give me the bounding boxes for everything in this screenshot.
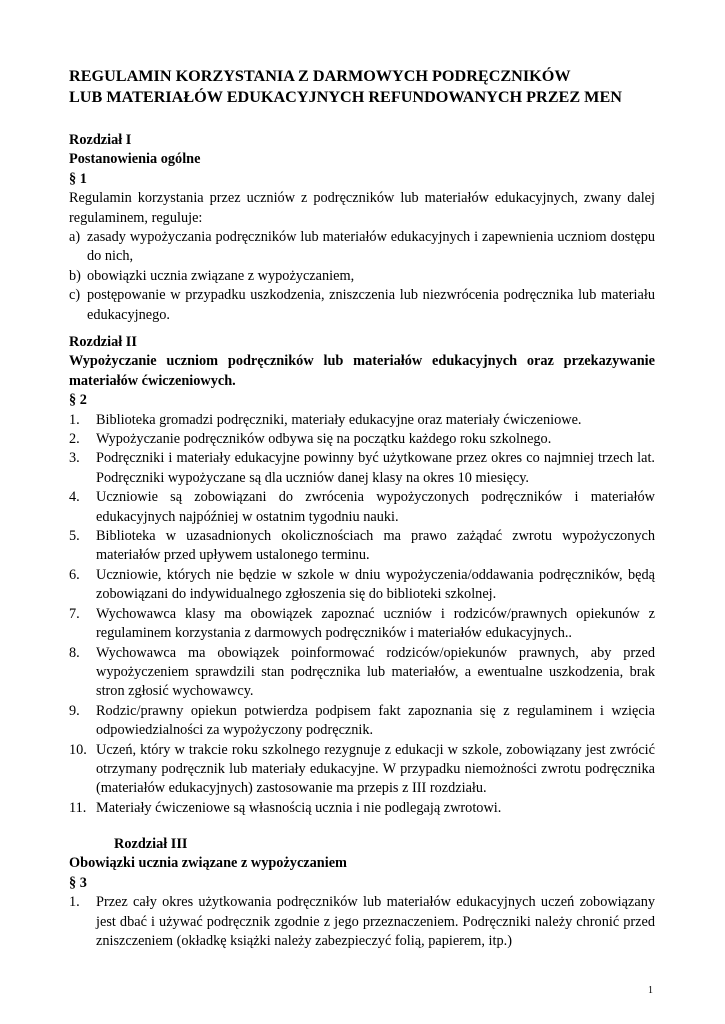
list-marker: 1. [69,894,80,911]
chapter-heading: Rozdział II [69,334,137,350]
list-item-text: Uczniowie są zobowiązani do zwrócenia wypożyczonych podręczników i materiałów edukacyjnych najpóźniej w ostatnim tygodniu nauki. [96,489,655,525]
list-item-text: Uczeń, który w trakcie roku szkolnego rezygnuje z edukacji w szkole, zobowiązany jest zwrócić otrzymany podręcznik lub materiały edukacyjne. W przypadku niemożności zwrotu podręcznika (materiałów edukacyjnych) zastosowanie ma przepis z III rozdziału. [96,741,655,797]
list-marker: 4. [69,489,80,506]
paragraph-mark: § 2 [69,392,87,409]
list-item-text: zasady wypożyczania podręczników lub materiałów edukacyjnych i zapewnienia uczniom dostępu do nich, [87,229,655,265]
list-item [69,893,655,951]
list-item [69,566,655,605]
title-line: LUB MATERIAŁÓW EDUKACYJNYCH REFUNDOWANYCH PRZEZ MEN [69,88,622,106]
list-item-text: Przez cały okres użytkowania podręczników lub materiałów edukacyjnych uczeń zobowiązany jest dbać i używać podręcznik zgodnie z jego przeznaczeniem. Podręczniki należy chronić przed zniszczeniem (okładkę książki należy zabezpieczyć folią, papierem, itp.) [96,894,655,950]
list-marker: 11. [69,799,87,816]
title-line: REGULAMIN KORZYSTANIA Z DARMOWYCH PODRĘCZNIKÓW [69,67,571,85]
chapter-subheading: Wypożyczanie uczniom podręczników lub materiałów edukacyjnych oraz przekazywanie materiałów ćwiczeniowych. [69,353,655,389]
list-item-text: Wychowawca klasy ma obowiązek zapoznać uczniów i rodziców/prawnych opiekunów z regulaminem korzystania z darmowych podręczników i materiałów edukacyjnych.. [96,605,655,642]
list-item-text: Wychowawca ma obowiązek poinformować rodziców/opiekunów prawnych, aby przed wypożyczeniem sprawdzili stan podręcznika lub materiałów, a ewentualne uszkodzenia, brak stron zgłosić wychowawcy. [96,644,655,700]
list-marker: c) [69,287,81,304]
chapter-heading: Rozdział I [69,132,132,148]
list-marker: 5. [69,528,80,545]
list-item [69,430,655,449]
list-item [69,741,655,799]
chapter-subheading: Postanowienia ogólne [69,151,201,168]
list-item [69,286,655,325]
list-item-text: postępowanie w przypadku uszkodzenia, zniszczenia lub niezwrócenia podręcznika lub materiału edukacyjnego. [87,287,655,323]
chapter-heading: Rozdział III [114,836,188,852]
list-marker: a) [69,229,81,246]
list-marker: 2. [69,431,80,448]
list-item-text: Biblioteka w uzasadnionych okolicznościach ma prawo zażądać zwrotu wypożyczonych materiałów przed upływem ustalonego terminu. [96,528,655,564]
intro-text: Regulamin korzystania przez uczniów z podręczników lub materiałów edukacyjnych, zwany dalej regulaminem, reguluje: [69,190,655,226]
list-item [69,702,655,741]
list-item [69,267,655,286]
list-marker: 7. [69,605,80,622]
list-item [69,799,655,818]
list-item-text: Wypożyczanie podręczników odbywa się na początku każdego roku szkolnego. [96,431,552,448]
list-item [69,605,655,644]
list-marker: 8. [69,644,80,661]
chapter-subheading: Obowiązki ucznia związane z wypożyczaniem [69,855,347,872]
list-item [69,228,655,267]
paragraph-mark: § 3 [69,874,87,891]
list-item [69,411,655,430]
chapter-1 [69,131,655,325]
list-item [69,449,655,488]
list-marker: 9. [69,702,80,719]
paragraph-mark: § 1 [69,170,87,187]
list-item-text: Rodzic/prawny opiekun potwierdza podpisem fakt zapoznania się z regulaminem i wzięcia odpowiedzialności za wypożyczony podręcznik. [96,702,655,739]
list-item [69,644,655,702]
chapter-3 [69,835,655,951]
list-marker: 6. [69,566,80,583]
document-title [69,66,669,108]
chapter-2 [69,333,655,818]
list-item-text: Biblioteka gromadzi podręczniki, materiały edukacyjne oraz materiały ćwiczeniowe. [96,411,582,428]
list-marker: 3. [69,450,80,467]
list-item-text: obowiązki ucznia związane z wypożyczaniem, [87,267,355,284]
list-item [69,527,655,566]
list-item-text: Podręczniki i materiały edukacyjne powinny być użytkowane przez okres co najmniej trzech lat. Podręczniki wypożyczane są dla uczniów danej klasy na okres 10 miesięcy. [96,450,655,486]
list-item-text: Uczniowie, których nie będzie w szkole w dniu wypożyczenia/oddawania podręczników, będą zobowiązani do indywidualnego zgłoszenia się do biblioteki szkolnej. [96,566,655,603]
page-number: 1 [648,985,653,996]
list-marker: b) [69,267,81,284]
list-marker: 1. [69,411,80,428]
list-item-text: Materiały ćwiczeniowe są własnością ucznia i nie podlegają zwrotowi. [96,799,502,816]
list-marker: 10. [69,741,87,758]
list-item [69,488,655,527]
